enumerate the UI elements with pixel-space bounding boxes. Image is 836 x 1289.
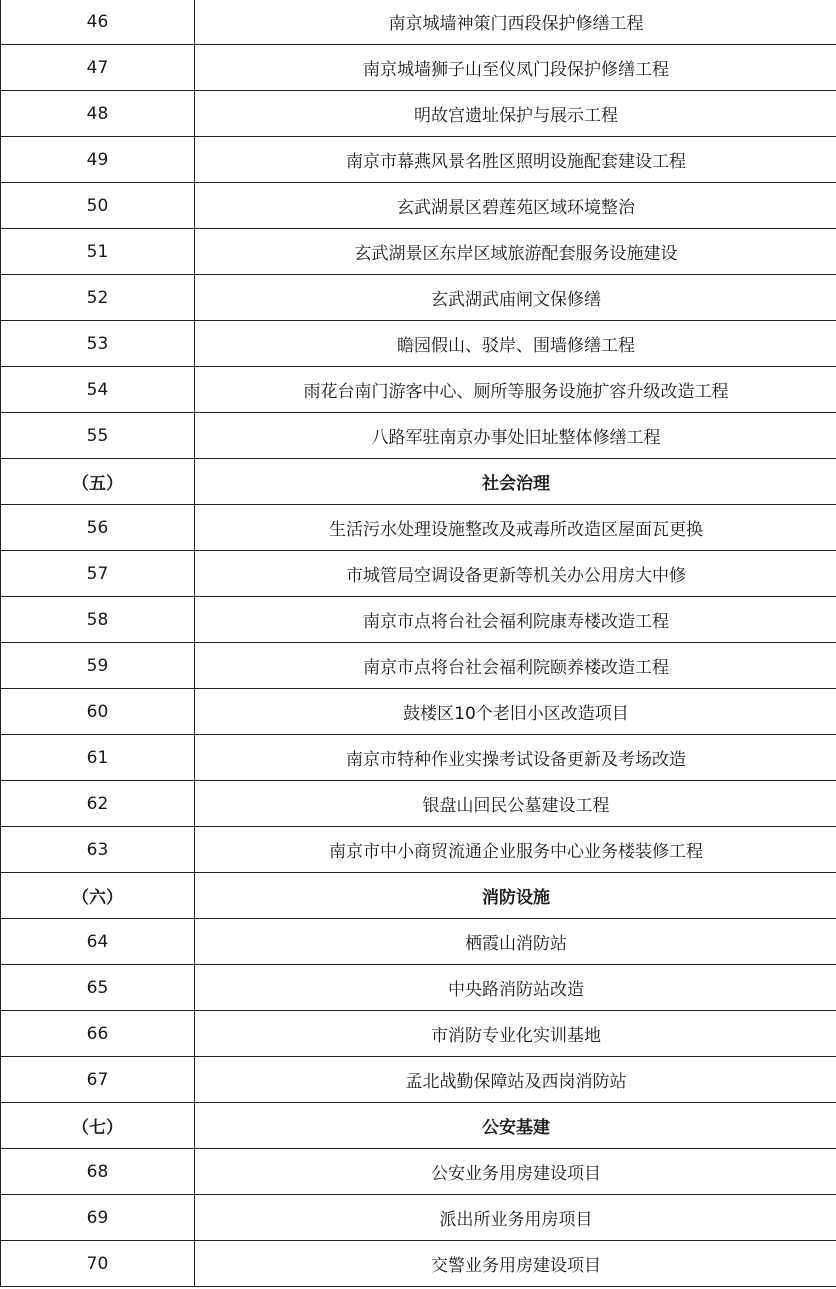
project-name-cell: 八路军驻南京办事处旧址整体修缮工程 <box>195 413 836 459</box>
row-number-cell: 48 <box>1 91 195 137</box>
project-name-cell: 明故宫遗址保护与展示工程 <box>195 91 836 137</box>
row-number-cell: 56 <box>1 505 195 551</box>
row-number-cell: 67 <box>1 1057 195 1103</box>
row-number-cell: 61 <box>1 735 195 781</box>
project-name-cell: 鼓楼区10个老旧小区改造项目 <box>195 689 836 735</box>
table-row <box>1 1057 836 1103</box>
project-name-cell: 孟北战勤保障站及西岗消防站 <box>195 1057 836 1103</box>
table-row <box>1 413 836 459</box>
row-number-cell: 64 <box>1 919 195 965</box>
project-name-cell: 派出所业务用房项目 <box>195 1195 836 1241</box>
row-number-cell: 52 <box>1 275 195 321</box>
project-name-cell: 栖霞山消防站 <box>195 919 836 965</box>
row-number-cell: 62 <box>1 781 195 827</box>
project-name-cell: 玄武湖景区碧莲苑区域环境整治 <box>195 183 836 229</box>
table-row <box>1 229 836 275</box>
section-number-cell: （七） <box>1 1103 195 1149</box>
project-name-cell: 南京城墙狮子山至仪凤门段保护修缮工程 <box>195 45 836 91</box>
table-row <box>1 827 836 873</box>
table-row <box>1 1241 836 1287</box>
project-name-cell: 交警业务用房建设项目 <box>195 1241 836 1287</box>
project-name-cell: 中央路消防站改造 <box>195 965 836 1011</box>
table-row <box>1 45 836 91</box>
table-row <box>1 551 836 597</box>
table-row <box>1 0 836 45</box>
section-title-cell: 消防设施 <box>195 873 836 919</box>
row-number-cell: 50 <box>1 183 195 229</box>
row-number-cell: 63 <box>1 827 195 873</box>
project-name-cell: 玄武湖武庙闸文保修缮 <box>195 275 836 321</box>
row-number-cell: 55 <box>1 413 195 459</box>
project-name-cell: 市城管局空调设备更新等机关办公用房大中修 <box>195 551 836 597</box>
table-row <box>1 367 836 413</box>
row-number-cell: 60 <box>1 689 195 735</box>
project-name-cell: 玄武湖景区东岸区域旅游配套服务设施建设 <box>195 229 836 275</box>
row-number-cell: 51 <box>1 229 195 275</box>
project-name-cell: 南京市点将台社会福利院颐养楼改造工程 <box>195 643 836 689</box>
row-number-cell: 58 <box>1 597 195 643</box>
table-row <box>1 275 836 321</box>
row-number-cell: 57 <box>1 551 195 597</box>
table-row <box>1 919 836 965</box>
row-number-cell: 70 <box>1 1241 195 1287</box>
project-name-cell: 瞻园假山、驳岸、围墙修缮工程 <box>195 321 836 367</box>
table-row <box>1 137 836 183</box>
project-name-cell: 银盘山回民公墓建设工程 <box>195 781 836 827</box>
table-row <box>1 689 836 735</box>
row-number-cell: 65 <box>1 965 195 1011</box>
table-row <box>1 643 836 689</box>
table-row <box>1 781 836 827</box>
project-name-cell: 雨花台南门游客中心、厕所等服务设施扩容升级改造工程 <box>195 367 836 413</box>
project-name-cell: 南京市幕燕风景名胜区照明设施配套建设工程 <box>195 137 836 183</box>
project-name-cell: 南京市点将台社会福利院康寿楼改造工程 <box>195 597 836 643</box>
section-header-row <box>1 1103 836 1149</box>
table-row <box>1 965 836 1011</box>
table-body <box>1 0 836 1287</box>
table-row <box>1 505 836 551</box>
table-row <box>1 1195 836 1241</box>
project-name-cell: 南京城墙神策门西段保护修缮工程 <box>195 0 836 45</box>
row-number-cell: 68 <box>1 1149 195 1195</box>
table-row <box>1 321 836 367</box>
project-name-cell: 市消防专业化实训基地 <box>195 1011 836 1057</box>
row-number-cell: 59 <box>1 643 195 689</box>
table-row <box>1 1011 836 1057</box>
table-row <box>1 597 836 643</box>
project-name-cell: 公安业务用房建设项目 <box>195 1149 836 1195</box>
table-row <box>1 91 836 137</box>
project-name-cell: 生活污水处理设施整改及戒毒所改造区屋面瓦更换 <box>195 505 836 551</box>
section-header-row <box>1 873 836 919</box>
table-row <box>1 183 836 229</box>
project-name-cell: 南京市特种作业实操考试设备更新及考场改造 <box>195 735 836 781</box>
table-row <box>1 1149 836 1195</box>
table-row <box>1 735 836 781</box>
section-number-cell: （五） <box>1 459 195 505</box>
row-number-cell: 46 <box>1 0 195 45</box>
row-number-cell: 66 <box>1 1011 195 1057</box>
section-header-row <box>1 459 836 505</box>
section-title-cell: 公安基建 <box>195 1103 836 1149</box>
section-title-cell: 社会治理 <box>195 459 836 505</box>
row-number-cell: 53 <box>1 321 195 367</box>
row-number-cell: 49 <box>1 137 195 183</box>
row-number-cell: 69 <box>1 1195 195 1241</box>
row-number-cell: 54 <box>1 367 195 413</box>
project-name-cell: 南京市中小商贸流通企业服务中心业务楼装修工程 <box>195 827 836 873</box>
row-number-cell: 47 <box>1 45 195 91</box>
section-number-cell: （六） <box>1 873 195 919</box>
